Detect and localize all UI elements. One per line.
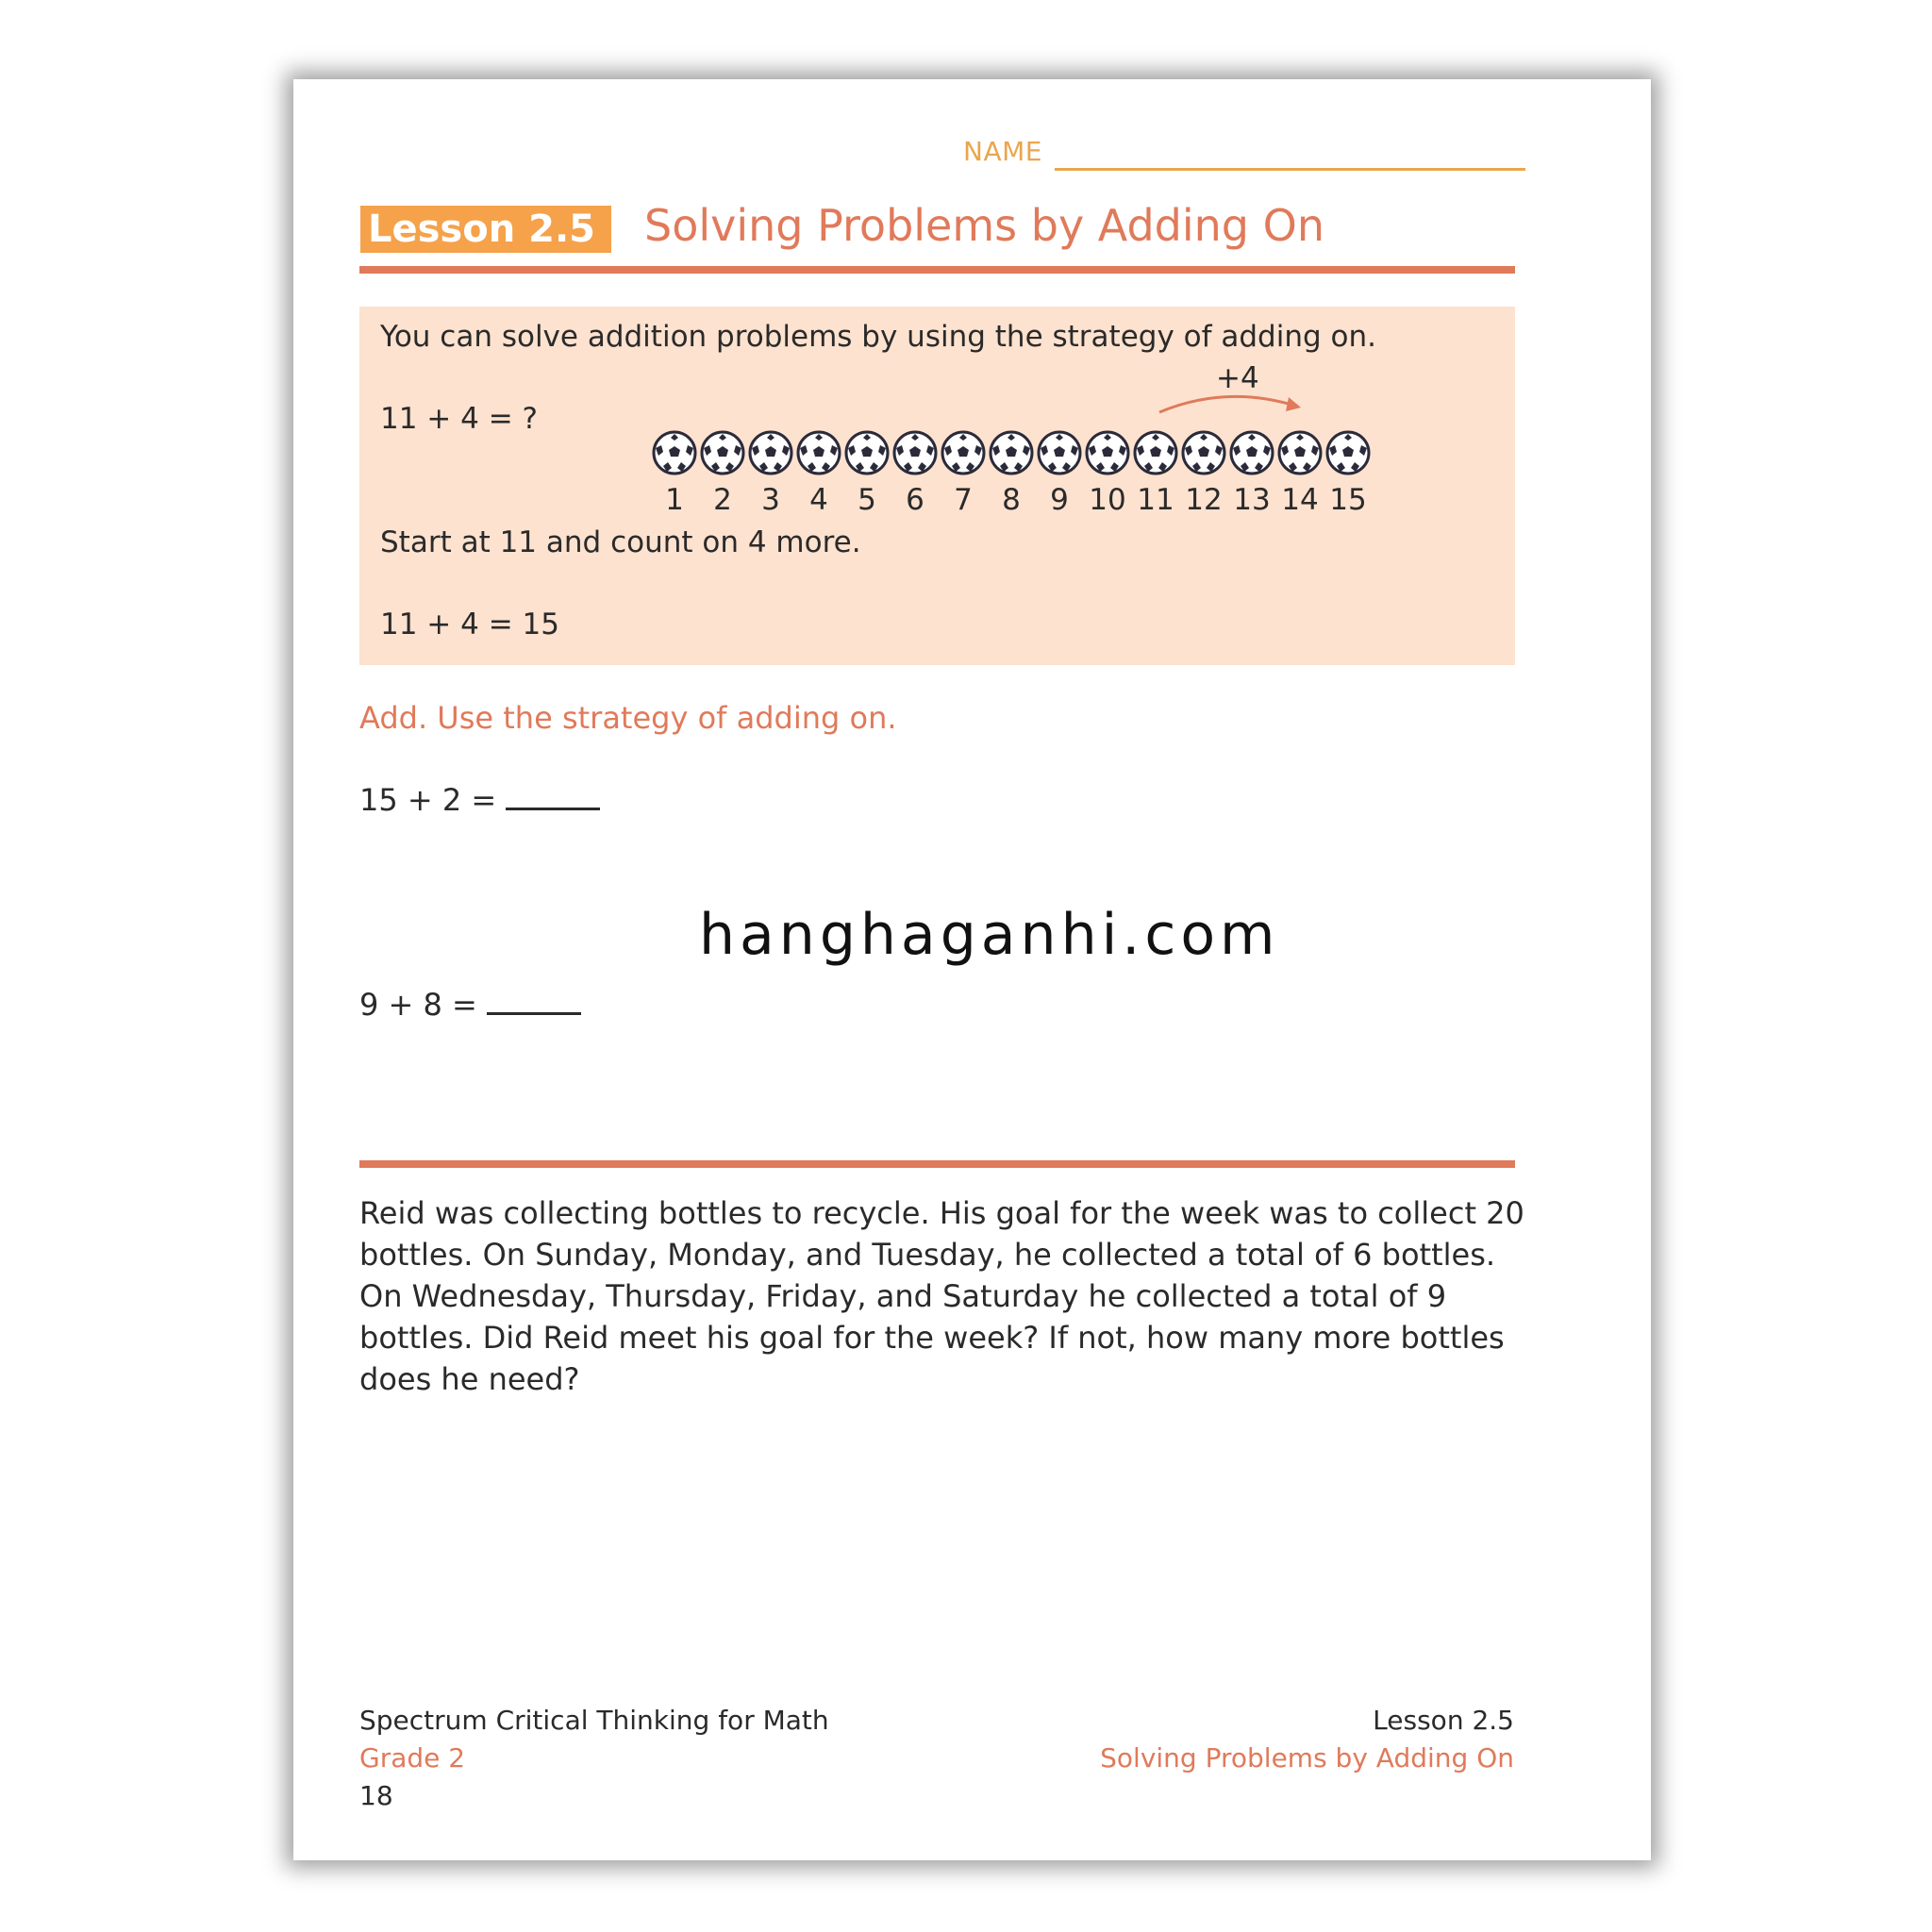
exercise-2-answer-blank[interactable]	[487, 986, 581, 1015]
ball-number: 1	[665, 483, 684, 517]
word-problem: Reid was collecting bottles to recycle. His goal for the week was to collect 20 bottles. On Sunday, Monday, and Tuesday, he collected a total of 6 bottles. On Wednesday, Thursday, Friday, and Saturday he collected a total of 9 bottles. Did Reid meet his goal for the week? If not, how many more bottles does he need?	[359, 1195, 1524, 1397]
exercise-1	[359, 781, 600, 818]
ball-number: 9	[1050, 483, 1069, 517]
ball-number: 3	[761, 483, 780, 517]
ball-number: 6	[906, 483, 924, 517]
soccer-ball-icon	[989, 430, 1034, 475]
ball-number: 8	[1002, 483, 1021, 517]
exercise-1-text: 15 + 2 =	[359, 782, 497, 818]
soccer-ball-icon	[1181, 430, 1226, 475]
soccer-ball-icon	[1229, 430, 1274, 475]
ball-number: 10	[1089, 483, 1126, 517]
footer-lesson: Lesson 2.5	[1373, 1705, 1514, 1736]
name-field	[963, 136, 1525, 174]
ball-number: 13	[1233, 483, 1271, 517]
soccer-ball-icon	[1085, 430, 1130, 475]
example-panel	[359, 307, 1515, 665]
soccer-ball-icon	[652, 430, 697, 475]
exercise-2-text: 9 + 8 =	[359, 987, 477, 1023]
footer-grade: Grade 2	[359, 1742, 466, 1774]
watermark: hanghaganhi.com	[699, 902, 1280, 968]
exercise-2	[359, 986, 581, 1023]
soccer-ball-icon	[844, 430, 890, 475]
exercise-instruction: Add. Use the strategy of adding on.	[359, 700, 897, 736]
example-intro: You can solve addition problems by using the strategy of adding on.	[380, 320, 1376, 354]
soccer-ball-icon	[941, 430, 986, 475]
footer-book-title: Spectrum Critical Thinking for Math	[359, 1705, 829, 1736]
footer-left	[359, 1702, 829, 1815]
ball-number: 11	[1137, 483, 1174, 517]
soccer-ball-icon	[748, 430, 793, 475]
footer-right	[1100, 1702, 1514, 1777]
footer-page-number: 18	[359, 1780, 393, 1811]
footer-lesson-title: Solving Problems by Adding On	[1100, 1742, 1514, 1774]
ball-number: 15	[1329, 483, 1367, 517]
soccer-ball-icon	[892, 430, 938, 475]
soccer-ball-icon	[1133, 430, 1178, 475]
example-answer: 11 + 4 = 15	[380, 608, 559, 641]
add-on-label: +4	[1216, 361, 1259, 395]
ball-number: 12	[1185, 483, 1223, 517]
lesson-badge: Lesson 2.5	[360, 206, 611, 253]
soccer-ball-icon	[700, 430, 745, 475]
ball-number: 5	[858, 483, 876, 517]
soccer-ball-icon	[796, 430, 841, 475]
exercise-1-answer-blank[interactable]	[506, 781, 600, 810]
worksheet-page	[293, 79, 1651, 1860]
name-line	[1055, 168, 1525, 171]
ball-number: 2	[713, 483, 732, 517]
page-title: Solving Problems by Adding On	[644, 200, 1324, 251]
soccer-ball-icon	[1277, 430, 1323, 475]
ball-number: 14	[1281, 483, 1319, 517]
soccer-ball-icon	[1037, 430, 1082, 475]
count-on-arrow-icon	[1152, 382, 1312, 420]
section-divider	[359, 1160, 1515, 1168]
name-label: NAME	[963, 136, 1042, 167]
example-problem: 11 + 4 = ?	[380, 402, 538, 436]
example-start-text: Start at 11 and count on 4 more.	[380, 525, 861, 559]
ball-number: 7	[954, 483, 973, 517]
soccer-ball-icon	[1325, 430, 1371, 475]
title-divider	[359, 266, 1515, 274]
ball-number: 4	[809, 483, 828, 517]
